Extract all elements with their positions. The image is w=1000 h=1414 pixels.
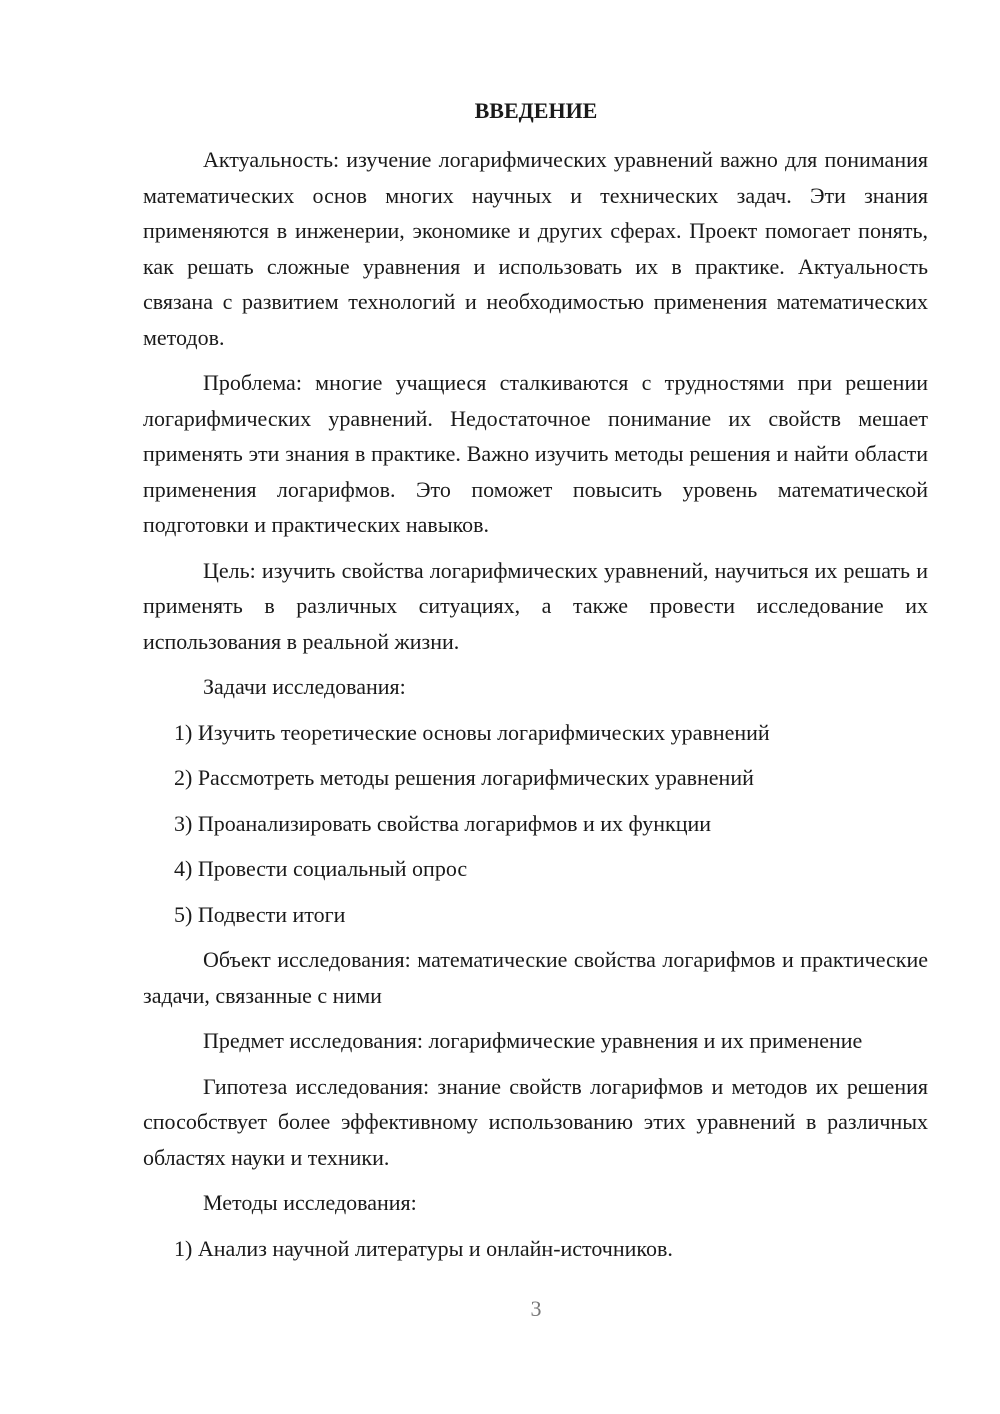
page-number: 3 xyxy=(530,1296,542,1321)
relevance-paragraph: Актуальность: изучение логарифмических уравнений важно для понимания математических основ многих научных и технических задач. Эти знания применяются в инженерии, экономике и других сферах. Проект помогает понять, как решать сложные уравнения и использовать их в практике. Актуальность связана с развитием технологий и необходимостью применения математических методов. xyxy=(143,147,928,350)
object-paragraph: Объект исследования: математические свойства логарифмов и практические задачи, связанные с ними xyxy=(143,947,928,1008)
list-item: 1) Анализ научной литературы и онлайн-источников. xyxy=(174,1235,673,1261)
subject-paragraph: Предмет исследования: логарифмические уравнения и их применение xyxy=(203,1028,863,1053)
problem-paragraph: Проблема: многие учащиеся сталкиваются с трудностями при решении логарифмических уравнений. Недостаточное понимание их свойств мешает применять эти знания в практике. Важно изучить методы решения и найти области применения логарифмов. Это поможет повысить уровень математической подготовки и практических навыков. xyxy=(143,370,928,537)
hypothesis-paragraph: Гипотеза исследования: знание свойств логарифмов и методов их решения способствует более эффективному использованию этих уравнений в различных областях науки и техники. xyxy=(143,1073,928,1170)
document-body xyxy=(143,142,928,1276)
list-item: 4) Провести социальный опрос xyxy=(174,856,468,881)
methods-heading: Методы исследования: xyxy=(203,1190,417,1215)
tasks-heading: Задачи исследования: xyxy=(203,674,406,699)
list-item: 2) Рассмотреть методы решения логарифмических уравнений xyxy=(174,765,754,790)
list-item: 3) Проанализировать свойства логарифмов и их функции xyxy=(174,810,712,836)
methods-list xyxy=(143,1231,928,1267)
list-item: 5) Подвести итоги xyxy=(174,901,346,927)
tasks-list xyxy=(143,715,928,933)
goal-paragraph: Цель: изучить свойства логарифмических уравнений, научиться их решать и применять в различных ситуациях, а также провести исследование их использования в реальной жизни. xyxy=(143,557,928,654)
list-item: 1) Изучить теоретические основы логарифмических уравнений xyxy=(174,719,770,745)
page-title: ВВЕДЕНИЕ xyxy=(474,98,598,123)
